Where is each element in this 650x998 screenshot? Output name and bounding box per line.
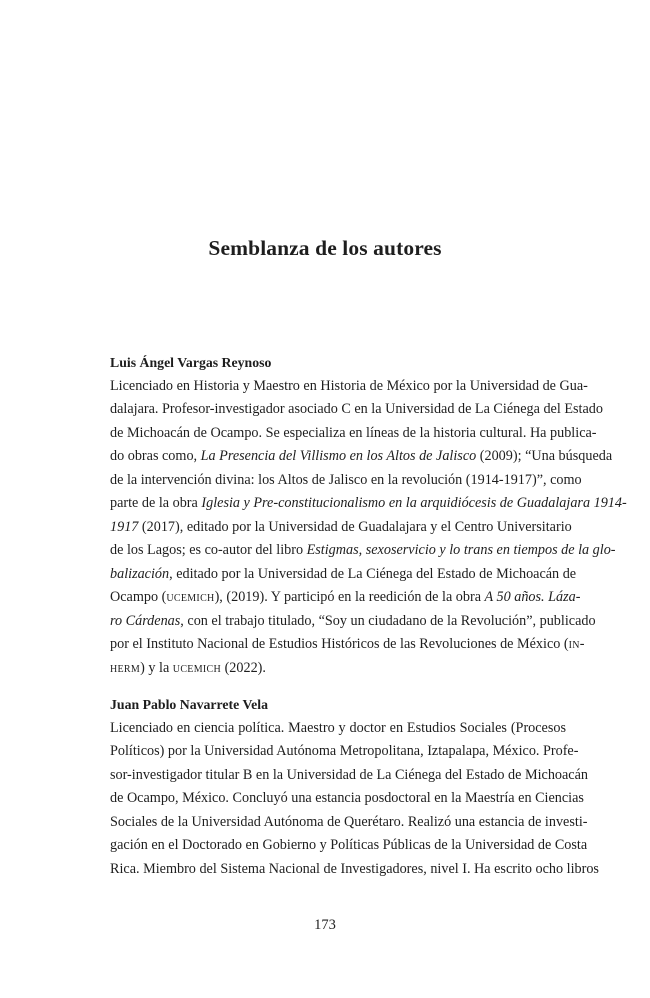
bio-line: Licenciado en ciencia política. Maestro y doctor en Estudios Sociales (Procesos bbox=[110, 719, 566, 736]
author-bio-text bbox=[110, 717, 599, 882]
bio-line: sor-investigador titular B en la Universidad de La Ciénega del Estado de Michoacán bbox=[110, 766, 588, 783]
bio-line: de Ocampo, México. Concluyó una estancia posdoctoral en la Maestría en Ciencias bbox=[110, 790, 584, 806]
bio-line: 1917 (2017), editado por la Universidad de Guadalajara y el Centro Universitario bbox=[110, 518, 572, 535]
bio-line: de la intervención divina: los Altos de Jalisco en la revolución (1914-1917)”, como bbox=[110, 471, 582, 488]
book-title: A 50 años. Láza- bbox=[484, 589, 581, 605]
acronym: ucemich bbox=[166, 589, 215, 605]
book-title: balización bbox=[110, 565, 170, 582]
book-title: Iglesia y Pre-constitucionalismo en la arquidiócesis de Guadalajara 1914- bbox=[201, 495, 627, 511]
acronym: in- bbox=[568, 636, 585, 652]
bio-line: Ocampo (ucemich), (2019). Y participó en la reedición de la obra A 50 años. Láza- bbox=[110, 589, 581, 605]
book-title: Estigmas, sexoservicio y lo trans en tiempos de la glo- bbox=[306, 542, 616, 558]
author-name: Juan Pablo Navarrete Vela bbox=[110, 697, 269, 712]
bio-line: herm) y la ucemich (2022). bbox=[110, 659, 266, 676]
bio-line: gación en el Doctorado en Gobierno y Políticas Públicas de la Universidad de Costa bbox=[110, 837, 588, 853]
bio-line: dalajara. Profesor-investigador asociado C en la Universidad de La Ciénega del Estado bbox=[110, 401, 603, 417]
acronym: herm bbox=[110, 659, 141, 676]
bio-line: Licenciado en Historia y Maestro en Historia de México por la Universidad de Gua- bbox=[110, 377, 588, 394]
author-name: Luis Ángel Vargas Reynoso bbox=[110, 355, 272, 370]
bio-line: Políticos) por la Universidad Autónoma Metropolitana, Iztapalapa, México. Profe- bbox=[110, 743, 579, 759]
bio-line: por el Instituto Nacional de Estudios Históricos de las Revoluciones de México (in- bbox=[110, 636, 585, 652]
bio-line: do obras como, La Presencia del Villismo en los Altos de Jalisco (2009); “Una búsqueda bbox=[110, 448, 613, 464]
book-title: La Presencia del Villismo en los Altos de Jalisco bbox=[200, 448, 477, 464]
bio-line: Sociales de la Universidad Autónoma de Querétaro. Realizó una estancia de investi- bbox=[110, 813, 588, 830]
book-title: ro Cárdenas bbox=[110, 612, 181, 629]
bio-line: parte de la obra Iglesia y Pre-constitucionalismo en la arquidiócesis de Guadalajara 1914- bbox=[110, 495, 627, 511]
page-number: 173 bbox=[314, 917, 336, 933]
book-title: 1917 bbox=[110, 518, 139, 535]
page-title: Semblanza de los autores bbox=[208, 236, 442, 260]
bio-line: de los Lagos; es co-autor del libro Estigmas, sexoservicio y lo trans en tiempos de la glo- bbox=[110, 542, 616, 558]
author-bio-vargas bbox=[110, 351, 627, 680]
author-bio-navarrete bbox=[110, 693, 599, 881]
author-bio-text bbox=[110, 375, 627, 681]
bio-line: balización, editado por la Universidad de La Ciénega del Estado de Michoacán de bbox=[110, 565, 577, 582]
bio-line: de Michoacán de Ocampo. Se especializa en líneas de la historia cultural. Ha publica- bbox=[110, 424, 597, 441]
acronym: ucemich bbox=[172, 659, 222, 676]
bio-line: Rica. Miembro del Sistema Nacional de Investigadores, nivel I. Ha escrito ocho libros bbox=[110, 860, 599, 877]
bio-line: ro Cárdenas, con el trabajo titulado, “Soy un ciudadano de la Revolución”, publicado bbox=[110, 612, 596, 629]
